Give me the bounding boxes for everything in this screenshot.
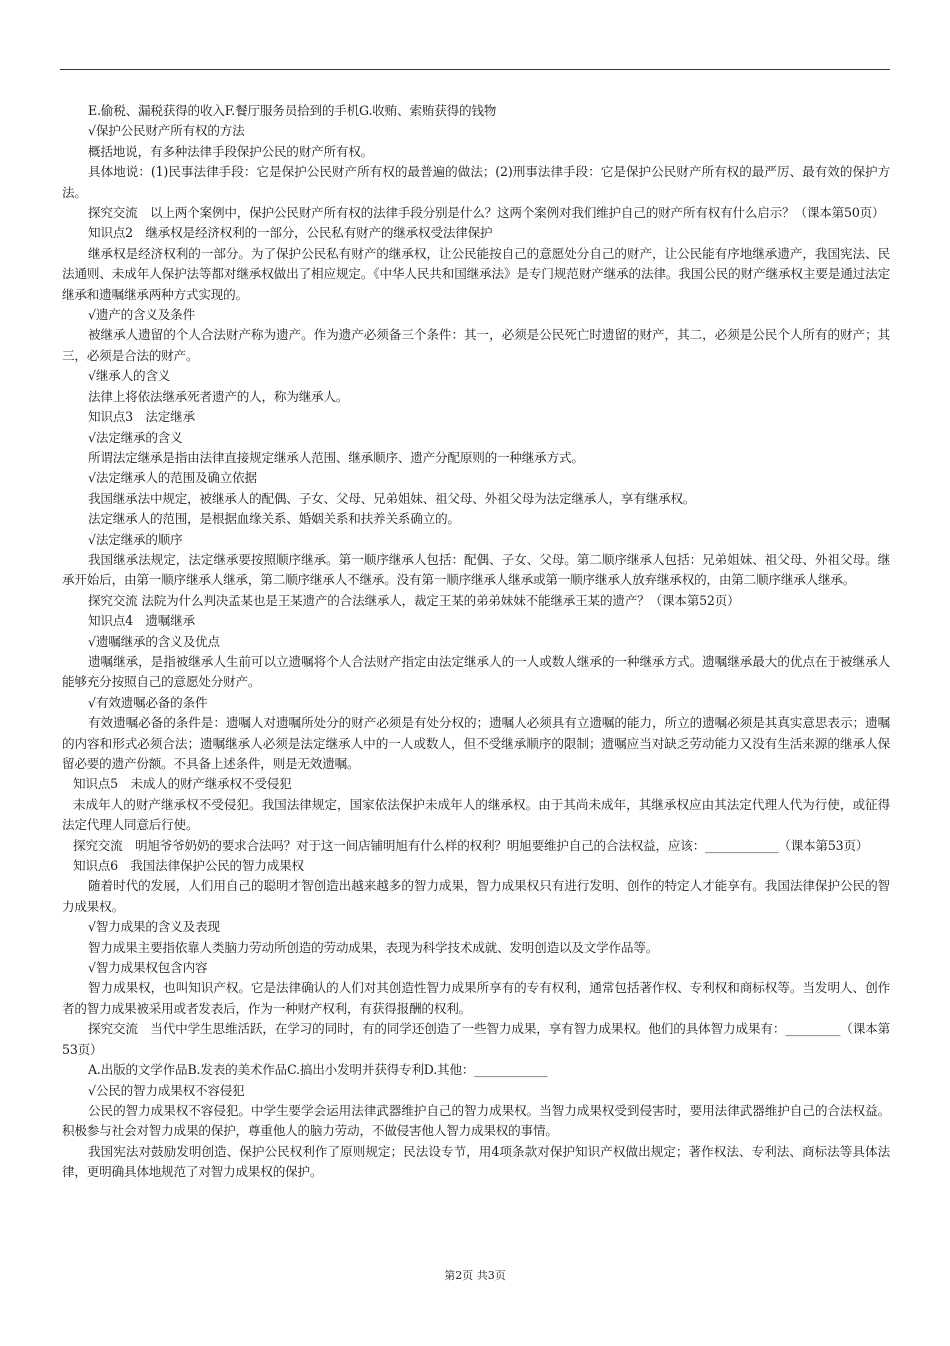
paragraph: 被继承人遗留的个人合法财产称为遗产。作为遗产必须备三个条件：其一，必须是公民死亡时遗留的财产，其二，必须是公民个人所有的财产；其三，必须是合法的财产。 xyxy=(62,327,890,363)
paragraph: 法律上将依法继承死者遗产的人，称为继承人。 xyxy=(88,388,349,404)
paragraph: √遗产的含义及条件 xyxy=(88,307,195,323)
paragraph: 我国继承法规定，法定继承要按照顺序继承。第一顺序继承人包括：配偶、子女、父母。第二顺序继承人包括：兄弟姐妹、祖父母、外祖父母。继承开始后，由第一顺序继承人继承，第二顺序继承人不继承。没有第一顺序继承人继承或第一顺序继承人放弃继承权的，由第二顺序继承人继承。 xyxy=(62,551,890,588)
paragraph: 探究交流 法院为什么判决孟某也是王某遗产的合法继承人，裁定王某的弟弟妹妹不能继承王某的遗产？（课本第52页） xyxy=(88,592,740,608)
paragraph: √智力成果的含义及表现 xyxy=(88,919,220,935)
paragraph: 知识点3 法定继承 xyxy=(88,409,195,425)
paragraph: E.偷税、漏税获得的收入F.餐厅服务员拾到的手机G.收贿、索贿获得的钱物 xyxy=(88,103,497,118)
paragraph: √保护公民财产所有权的方法 xyxy=(88,123,245,139)
paragraph: 遗嘱继承，是指被继承人生前可以立遗嘱将个人合法财产指定由法定继承人的一人或数人继承的一种继承方式。遗嘱继承最大的优点在于被继承人能够充分按照自己的意愿处分财产。 xyxy=(62,653,890,690)
document-body xyxy=(62,101,890,1183)
paragraph: 法定继承人的范围，是根据血缘关系、婚姻关系和扶养关系确立的。 xyxy=(88,511,460,527)
paragraph: 未成年人的财产继承权不受侵犯。我国法律规定，国家依法保护未成年人的继承权。由于其尚未成年，其继承权应由其法定代理人代为行使，或征得法定代理人同意后行使。 xyxy=(62,796,890,833)
paragraph: 我国宪法对鼓励发明创造、保护公民权利作了原则规定；民法设专节，用4项条款对保护知识产权做出规定；著作权法、专利法、商标法等具体法律，更明确具体地规范了对智力成果权的保护。 xyxy=(62,1143,890,1180)
paragraph: √法定继承的含义 xyxy=(88,429,183,445)
paragraph: 具体地说：(1)民事法律手段：它是保护公民财产所有权的最普遍的做法；(2)刑事法律手段：它是保护公民财产所有权的最严厉、最有效的保护方法。 xyxy=(62,164,890,200)
paragraph: 探究交流 当代中学生思维活跃，在学习的同时，有的同学还创造了一些智力成果，享有智力成果权。他们的具体智力成果有：_________（课本第53页） xyxy=(62,1021,890,1057)
header-divider xyxy=(60,69,890,70)
paragraph: √法定继承的顺序 xyxy=(88,531,183,547)
paragraph: 探究交流 以上两个案例中，保护公民财产所有权的法律手段分别是什么？这两个案例对我们维护自己的财产所有权有什么启示？（课本第50页） xyxy=(88,205,885,221)
paragraph: 知识点2 继承权是经济权利的一部分，公民私有财产的继承权受法律保护 xyxy=(88,225,493,241)
paragraph: 有效遗嘱必备的条件是：遗嘱人对遗嘱所处分的财产必须是有处分权的；遗嘱人必须具有立遗嘱的能力，所立的遗嘱必须是其真实意思表示；遗嘱的内容和形式必须合法；遗嘱继承人必须是法定继承人中的一人或数人，但不受继承顺序的限制；遗嘱应当对缺乏劳动能力又没有生活来源的继承人保留必要的遗产份额。不具备上述条件，则是无效遗嘱。 xyxy=(62,715,890,771)
paragraph: 所谓法定继承是指由法律直接规定继承人范围、继承顺序、遗产分配原则的一种继承方式。 xyxy=(88,449,584,465)
paragraph: √公民的智力成果权不容侵犯 xyxy=(88,1082,245,1098)
paragraph: √继承人的含义 xyxy=(88,368,171,384)
paragraph: 智力成果主要指依靠人类脑力劳动所创造的劳动成果，表现为科学技术成就、发明创造以及文学作品等。 xyxy=(88,939,659,955)
paragraph: 公民的智力成果权不容侵犯。中学生要学会运用法律武器维护自己的智力成果权。当智力成果权受到侵害时，要用法律武器维护自己的合法权益。积极参与社会对智力成果的保护，尊重他人的脑力劳动，不做侵害他人智力成果权的事情。 xyxy=(62,1102,890,1139)
page-footer: 第2页 共3页 xyxy=(444,1269,506,1282)
paragraph: √遗嘱继承的含义及优点 xyxy=(88,633,220,649)
paragraph: 随着时代的发展，人们用自己的聪明才智创造出越来越多的智力成果，智力成果权只有进行发明、创作的特定人才能享有。我国法律保护公民的智力成果权。 xyxy=(62,878,890,914)
paragraph: 探究交流 明旭爷爷奶奶的要求合法吗？对于这一间店铺明旭有什么样的权利？明旭要维护自己的合法权益，应该：____________（课本第53页） xyxy=(73,837,869,853)
paragraph: 我国继承法中规定，被继承人的配偶、子女、父母、兄弟姐妹、祖父母、外祖父母为法定继承人，享有继承权。 xyxy=(88,490,696,506)
paragraph: √智力成果权包含内容 xyxy=(88,960,208,976)
paragraph: 智力成果权，也叫知识产权。它是法律确认的人们对其创造性智力成果所享有的专有权利，通常包括著作权、专利权和商标权等。当发明人、创作者的智力成果被采用或者发表后，作为一种财产权利，有获得报酬的权利。 xyxy=(62,980,890,1016)
paragraph: 概括地说，有多种法律手段保护公民的财产所有权。 xyxy=(88,143,374,159)
paragraph: √有效遗嘱必备的条件 xyxy=(88,694,208,710)
paragraph: √法定继承人的范围及确立依据 xyxy=(88,470,257,486)
paragraph: A.出版的文学作品B.发表的美术作品C.搞出小发明并获得专利D.其他：____________ xyxy=(88,1062,548,1078)
paragraph: 知识点5 未成人的财产继承权不受侵犯 xyxy=(73,776,292,792)
paragraph: 继承权是经济权利的一部分。为了保护公民私有财产的继承权，让公民能按自己的意愿处分自己的财产，让公民能有序地继承遗产，我国宪法、民法通则、未成年人保护法等都对继承权做出了相应规定。《中华人民共和国继承法》是专门规范财产继承的法律。我国公民的财产继承权主要是通过法定继承和遗嘱继承两种方式实现的。 xyxy=(62,245,890,302)
paragraph: 知识点6 我国法律保护公民的智力成果权 xyxy=(73,858,304,874)
paragraph: 知识点4 遗嘱继承 xyxy=(88,613,195,629)
